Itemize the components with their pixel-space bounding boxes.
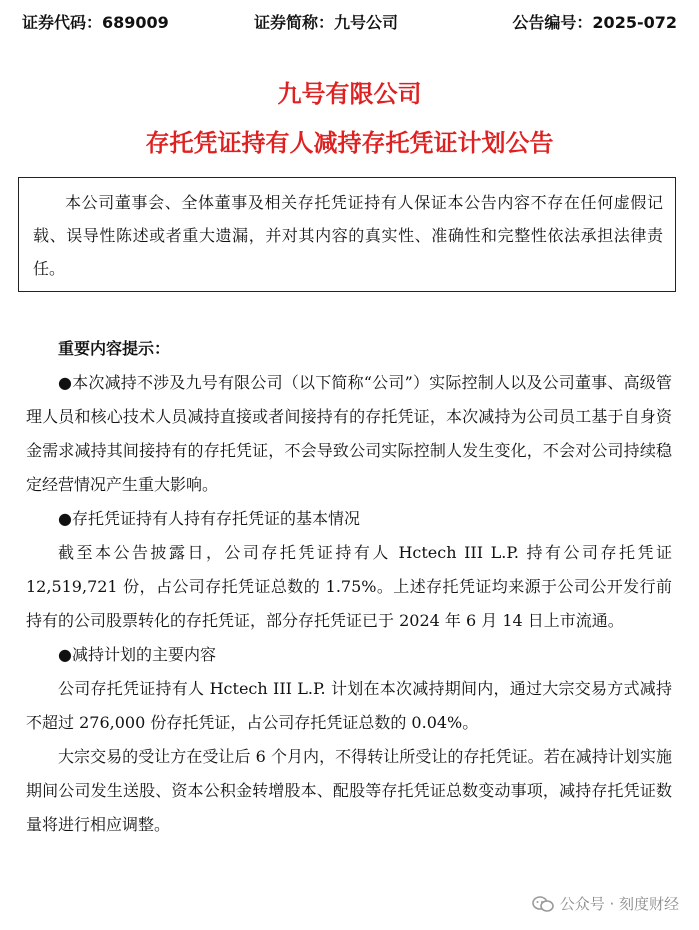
disclaimer-box: 本公司董事会、全体董事及相关存托凭证持有人保证本公告内容不存在任何虚假记载、误导性陈述或者重大遗漏，并对其内容的真实性、准确性和完整性依法承担法律责任。	[18, 177, 676, 292]
announcement-body	[26, 332, 672, 842]
watermark-text: 公众号 · 刻度财经	[559, 895, 679, 913]
document-header	[22, 10, 677, 36]
highlights-heading: 重要内容提示：	[58, 339, 171, 358]
paragraph-transfer-restriction: 大宗交易的受让方在受让后 6 个月内，不得转让所受让的存托凭证。若在减持计划实施期间公司发生送股、资本公积金转增股本、配股等存托凭证总数变动事项，减持存托凭证数量将进行相应调整。	[26, 747, 672, 834]
paragraph-no-control-change: ●本次减持不涉及九号有限公司（以下简称“公司”）实际控制人以及公司董事、高级管理人员和核心技术人员减持直接或者间接持有的存托凭证，本次减持为公司员工基于自身资金需求减持其间接持有的存托凭证，不会导致公司实际控制人发生变化，不会对公司持续稳定经营情况产生重大影响。	[26, 373, 672, 494]
section-plan-content: ●减持计划的主要内容	[58, 645, 216, 664]
wechat-icon	[532, 896, 554, 912]
announcement-title: 存托凭证持有人减持存托凭证计划公告	[145, 129, 554, 157]
company-title: 九号有限公司	[277, 80, 422, 108]
security-code: 证券代码：689009	[22, 13, 169, 32]
watermark	[532, 893, 679, 914]
paragraph-holding-details: 截至本公告披露日，公司存托凭证持有人 Hctech III L.P. 持有公司存托凭证 12,519,721 份，占公司存托凭证总数的 1.75%。上述存托凭证均来源于公司公开发行前持有的公司股票转化的存托凭证，部分存托凭证已于 2024 年 6 月 14 日上市流通。	[26, 543, 672, 630]
paragraph-plan-details: 公司存托凭证持有人 Hctech III L.P. 计划在本次减持期间内，通过大宗交易方式减持不超过 276,000 份存托凭证，占公司存托凭证总数的 0.04%。	[26, 679, 672, 732]
announcement-number: 公告编号：2025-072	[512, 13, 677, 32]
section-holding-basics: ●存托凭证持有人持有存托凭证的基本情况	[58, 509, 360, 528]
security-short-name: 证券简称：九号公司	[254, 13, 399, 32]
